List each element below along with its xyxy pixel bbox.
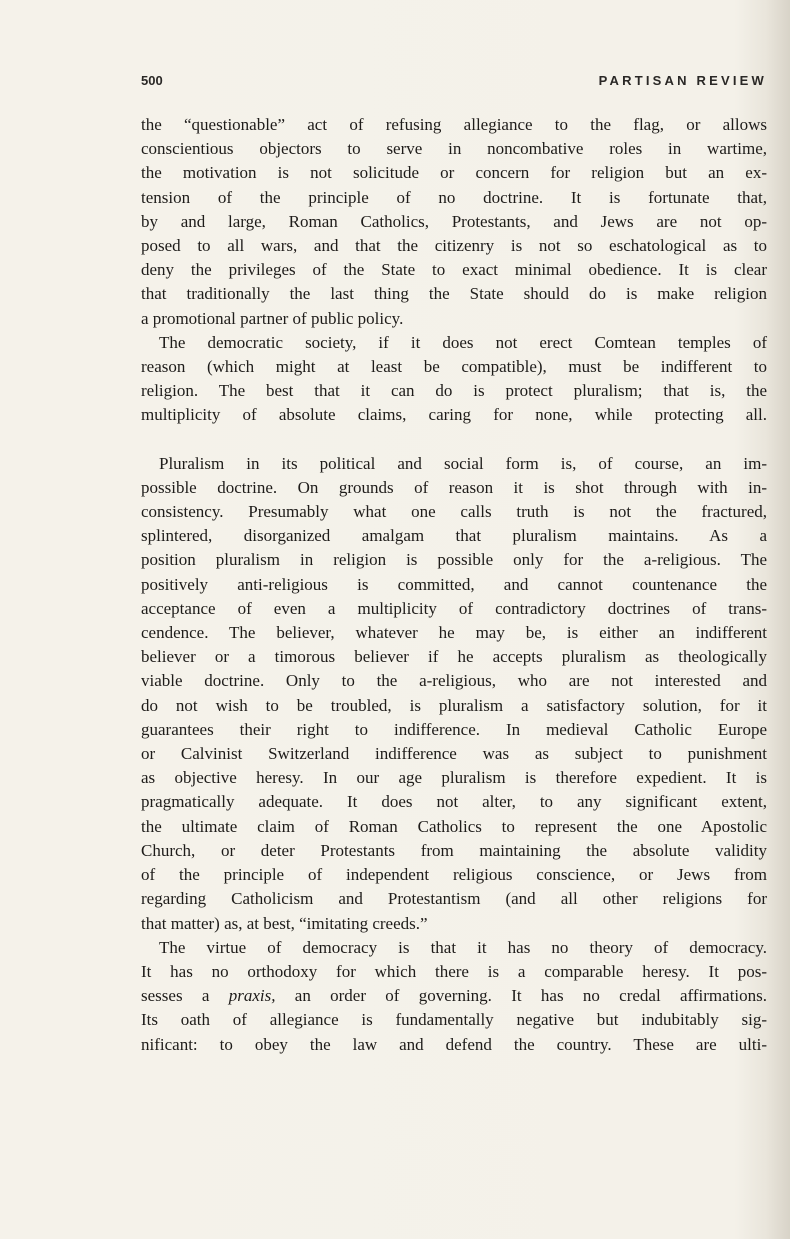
- text-line: nificant: to obey the law and defend the country. These are ulti-: [141, 1034, 767, 1054]
- running-head-title: PARTISAN REVIEW: [598, 73, 767, 88]
- text-line: conscientious objectors to serve in noncombative roles in wartime,: [141, 139, 767, 159]
- text-line: cendence. The believer, whatever he may be, is either an indifferent: [141, 623, 767, 643]
- text-line: the ultimate claim of Roman Catholics to represent the one Apostolic: [141, 816, 767, 836]
- page-number: 500: [141, 73, 163, 88]
- text-line: consistency. Presumably what one calls truth is not the fractured,: [141, 502, 767, 522]
- text-line: guarantees their right to indifference. In medieval Catholic Europe: [141, 719, 767, 739]
- text-line: a promotional partner of public policy.: [141, 308, 404, 328]
- text-line: position pluralism in religion is possible only for the a-religious. The: [141, 550, 767, 570]
- paragraph-2: [141, 331, 767, 428]
- paragraph-1: [141, 113, 767, 331]
- text-line: religion. The best that it can do is protect pluralism; that is, the: [141, 381, 767, 401]
- paragraph-4: [141, 936, 767, 1057]
- text-line: regarding Catholicism and Protestantism (and all other religions for: [141, 889, 767, 909]
- text-line: of the principle of independent religious conscience, or Jews from: [141, 865, 767, 885]
- text-line: reason (which might at least be compatible), must be indifferent to: [141, 357, 767, 377]
- text-line: acceptance of even a multiplicity of contradictory doctrines of trans-: [141, 598, 767, 618]
- text-line: viable doctrine. Only to the a-religious, who are not interested and: [141, 671, 767, 691]
- text-line: Church, or deter Protestants from maintaining the absolute validity: [141, 840, 767, 860]
- running-header: [141, 73, 767, 95]
- text-line: believer or a timorous believer if he accepts pluralism as theologically: [141, 647, 767, 667]
- text-line-with-italic: [141, 984, 767, 1008]
- text-line: The virtue of democracy is that it has no theory of democracy.: [159, 937, 767, 957]
- text-line: do not wish to be troubled, is pluralism a satisfactory solution, for it: [141, 695, 767, 715]
- text-line: pragmatically adequate. It does not alter, to any significant extent,: [141, 792, 767, 812]
- italic-term: praxis,: [228, 986, 276, 1006]
- text-line: posed to all wars, and that the citizenry is not so eschatological as to: [141, 236, 767, 256]
- text-line: multiplicity of absolute claims, caring for none, while protecting all.: [141, 405, 767, 425]
- text-line: splintered, disorganized amalgam that pluralism maintains. As a: [141, 526, 767, 546]
- text-line: or Calvinist Switzerland indifference was as subject to punishment: [141, 744, 767, 764]
- text-line: the motivation is not solicitude or concern for religion but an ex-: [141, 163, 767, 183]
- text-line: by and large, Roman Catholics, Protestants, and Jews are not op-: [141, 211, 767, 231]
- body-text: [141, 113, 767, 1057]
- text-line: the “questionable” act of refusing allegiance to the flag, or allows: [141, 115, 767, 134]
- text-fragment: an order of governing. It has no credal affirmations.: [294, 986, 768, 1006]
- text-line: that matter) as, at best, “imitating creeds.”: [141, 913, 428, 933]
- text-line: Its oath of allegiance is fundamentally negative but indubitably sig-: [141, 1010, 767, 1030]
- text-line: The democratic society, if it does not erect Comtean temples of: [159, 332, 767, 352]
- text-line: as objective heresy. In our age pluralism is therefore expedient. It is: [141, 768, 767, 788]
- text-line: deny the privileges of the State to exact minimal obedience. It is clear: [141, 260, 767, 280]
- paragraph-3: [141, 452, 767, 936]
- text-line: tension of the principle of no doctrine. It is fortunate that,: [141, 187, 767, 207]
- section-break: [141, 428, 767, 452]
- text-line: It has no orthodoxy for which there is a comparable heresy. It pos-: [141, 961, 767, 981]
- text-line: Pluralism in its political and social form is, of course, an im-: [159, 453, 767, 473]
- text-line: positively anti-religious is committed, and cannot countenance the: [141, 574, 767, 594]
- text-line: that traditionally the last thing the State should do is make religion: [141, 284, 767, 304]
- text-fragment: sesses a: [141, 986, 210, 1006]
- text-line: possible doctrine. On grounds of reason it is shot through with in-: [141, 477, 767, 497]
